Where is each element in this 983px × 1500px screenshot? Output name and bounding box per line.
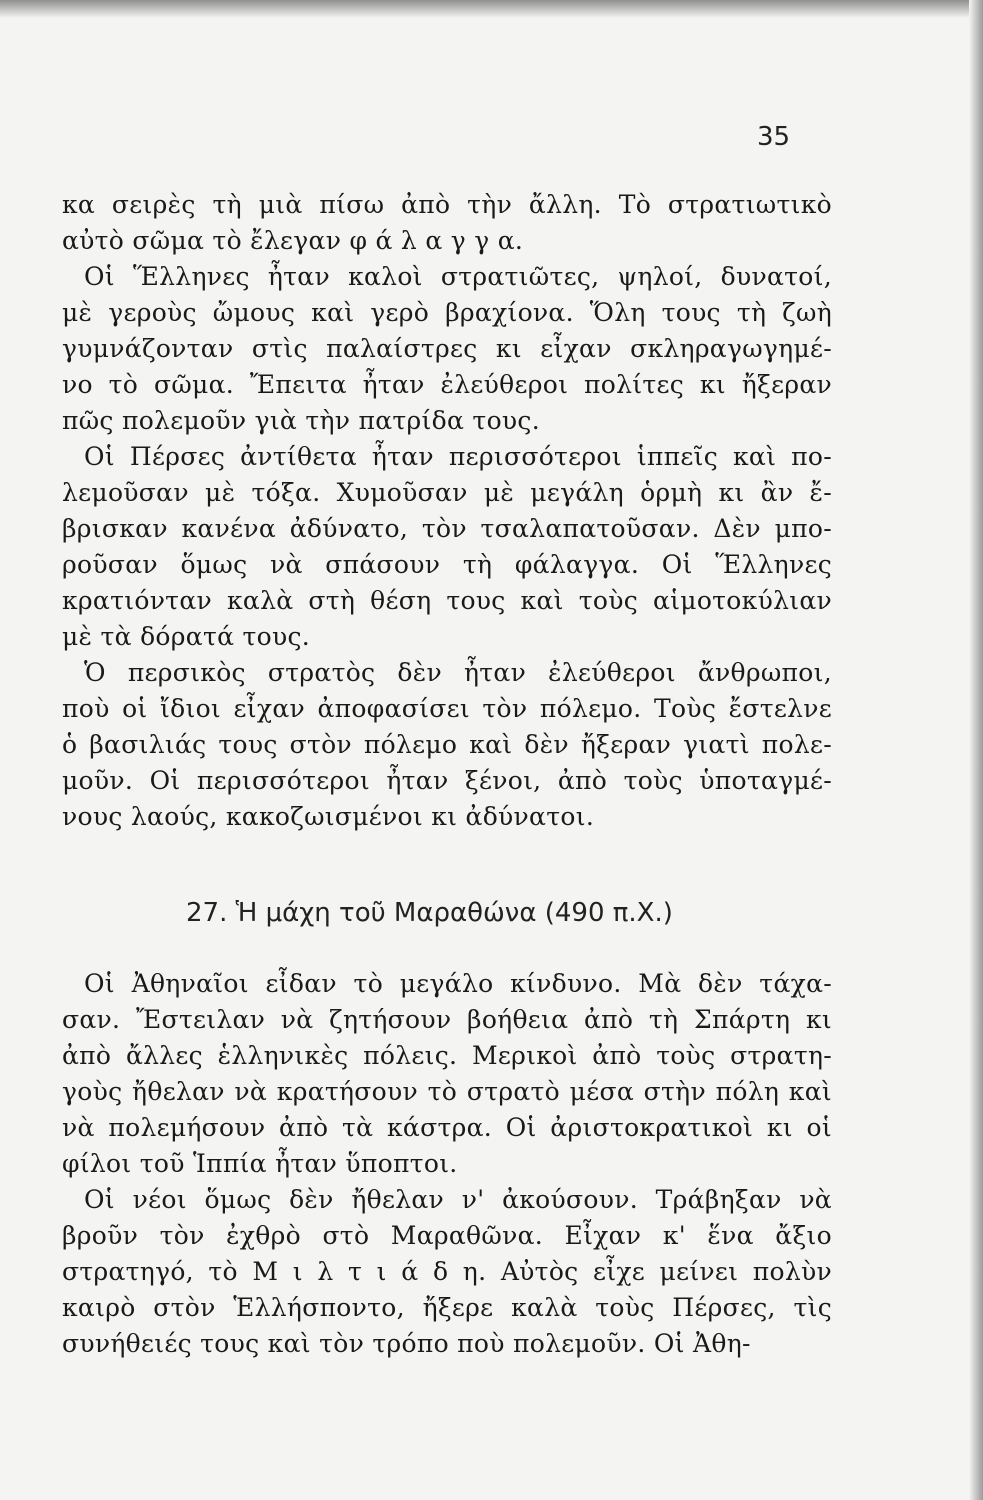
paragraph [62,966,832,1182]
text-line: στρατηγό, τὸ Μ ι λ τ ι ά δ η. Αὐτὸς εἶχε μείνει πολὺν [62,1257,832,1286]
paragraph [62,259,832,439]
text-line: πῶς πολεμοῦν γιὰ τὴν πατρίδα τους. [62,406,540,435]
text-line: Οἱ Ἕλληνες ἦταν καλοὶ στρατιῶτες, ψηλοί, δυνατοί, [84,262,832,291]
paragraph [62,655,832,835]
paragraph [62,439,832,655]
text-line: Οἱ νέοι ὅμως δὲν ἤθελαν ν' ἀκούσουν. Τράβηξαν νὰ [84,1185,832,1214]
text-line: καιρὸ στὸν Ἑλλήσποντο, ἤξερε καλὰ τοὺς Πέρσες, τὶς [62,1293,832,1322]
paragraph [62,187,832,259]
text-line: γυμνάζονταν στὶς παλαίστρες κι εἶχαν σκληραγωγημέ- [62,334,832,363]
text-line: αὐτὸ σῶμα τὸ ἔλεγαν φ ά λ α γ γ α. [62,226,524,255]
page-top-edge-shadow [0,0,983,18]
text-line: μὲ γεροὺς ὤμους καὶ γερὸ βραχίονα. Ὅλη τους τὴ ζωὴ [62,298,832,327]
text-line: μοῦν. Οἱ περισσότεροι ἦταν ξένοι, ἀπὸ τοὺς ὑποταγμέ- [62,766,832,795]
text-line: Ὁ περσικὸς στρατὸς δὲν ἦταν ἐλεύθεροι ἄνθρωποι, [84,658,832,687]
text-line: βροῦν τὸν ἐχθρὸ στὸ Μαραθῶνα. Εἶχαν κ' ἕνα ἄξιο [62,1221,832,1250]
text-line: ἀπὸ ἄλλες ἑλληνικὲς πόλεις. Μερικοὶ ἀπὸ τοὺς στρατη- [62,1041,832,1070]
text-line: Οἱ Ἀθηναῖοι εἶδαν τὸ μεγάλο κίνδυνο. Μὰ δὲν τάχα- [84,969,832,998]
section-heading: 27. Ἡ μάχη τοῦ Μαραθώνα (490 π.Χ.) [186,898,673,928]
text-line: γοὺς ἤθελαν νὰ κρατήσουν τὸ στρατὸ μέσα στὴν πόλη καὶ [62,1077,832,1106]
body-text-top [62,187,832,835]
text-line: Οἱ Πέρσες ἀντίθετα ἦταν περισσότεροι ἱππεῖς καὶ πο- [84,442,832,471]
text-line: φίλοι τοῦ Ἱππία ἦταν ὕποπτοι. [62,1149,458,1178]
text-line: ροῦσαν ὅμως νὰ σπάσουν τὴ φάλαγγα. Οἱ Ἕλληνες [62,550,832,579]
text-line: σαν. Ἔστειλαν νὰ ζητήσουν βοήθεια ἀπὸ τὴ Σπάρτη κι [62,1005,832,1034]
text-line: ποὺ οἱ ἴδιοι εἶχαν ἀποφασίσει τὸν πόλεμο. Τοὺς ἔστελνε [62,694,832,723]
text-line: συνήθειές τους καὶ τὸν τρόπο ποὺ πολεμοῦν. Οἱ Ἀθη- [62,1329,751,1358]
text-line: μὲ τὰ δόρατά τους. [62,622,311,651]
text-line: λεμοῦσαν μὲ τόξα. Χυμοῦσαν μὲ μεγάλη ὁρμὴ κι ἂν ἔ- [62,478,832,507]
text-line: νους λαούς, κακοζωισμένοι κι ἀδύνατοι. [62,802,595,831]
page-spine-shadow [969,0,983,1500]
page-number: 35 [757,122,791,152]
text-line: νο τὸ σῶμα. Ἔπειτα ἦταν ἐλεύθεροι πολίτες κι ἤξεραν [62,370,832,399]
body-text-bottom [62,966,832,1362]
text-line: νὰ πολεμήσουν ἀπὸ τὰ κάστρα. Οἱ ἀριστοκρατικοὶ κι οἱ [62,1113,832,1142]
text-line: ὁ βασιλιάς τους στὸν πόλεμο καὶ δὲν ἤξεραν γιατὶ πολε- [62,730,832,759]
text-line: κα σειρὲς τὴ μιὰ πίσω ἀπὸ τὴν ἄλλη. Τὸ στρατιωτικὸ [62,190,832,219]
text-line: κρατιόνταν καλὰ στὴ θέση τους καὶ τοὺς αἱμοτοκύλιαν [62,586,832,615]
text-line: βρισκαν κανένα ἀδύνατο, τὸν τσαλαπατοῦσαν. Δὲν μπο- [62,514,832,543]
paragraph [62,1182,832,1362]
